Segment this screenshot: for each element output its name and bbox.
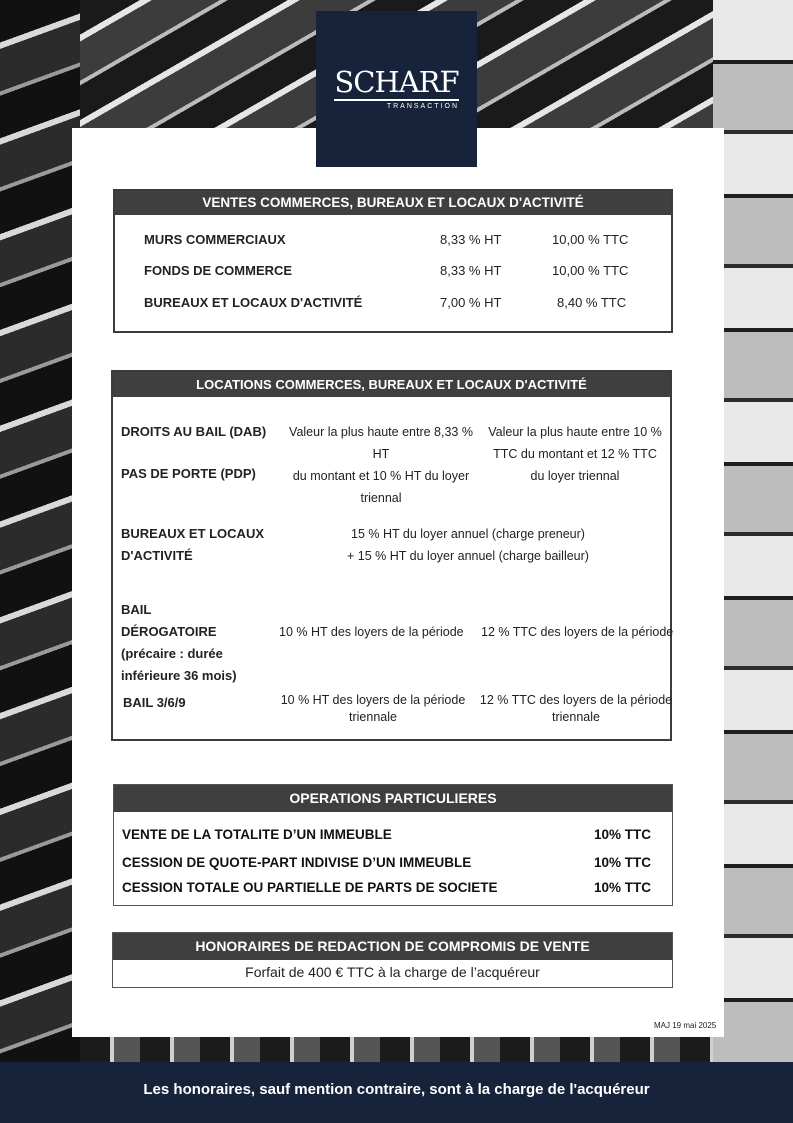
ventes-title: VENTES COMMERCES, BUREAUX ET LOCAUX D'ACTIVITÉ	[115, 191, 671, 215]
dab-ttc-line: du loyer triennal	[530, 469, 620, 483]
operations-row-value: 10% TTC	[594, 880, 652, 895]
locations-section	[111, 370, 672, 741]
derogatoire-label-line: BAIL	[121, 602, 152, 617]
bureaux-value-line: + 15 % HT du loyer annuel (charge bailleur)	[347, 549, 589, 563]
ventes-row-ttc: 8,40 % TTC	[557, 295, 627, 310]
compromis-title: HONORAIRES DE REDACTION DE COMPROMIS DE VENTE	[113, 933, 672, 960]
operations-row-value: 10% TTC	[594, 855, 652, 870]
ventes-row-label: BUREAUX ET LOCAUX D'ACTIVITÉ	[144, 295, 363, 310]
bureaux-value-line: 15 % HT du loyer annuel (charge preneur)	[351, 527, 585, 541]
bail369-ttc-line: 12 % TTC des loyers de la période	[479, 693, 673, 707]
derogatoire-label-line: DÉROGATOIRE	[121, 624, 217, 639]
bureaux-label-line: D'ACTIVITÉ	[121, 548, 193, 563]
brand-name: SCHARF	[334, 65, 459, 99]
update-note: MAJ 19 mai 2025	[654, 1021, 717, 1030]
derogatoire-label-line: inférieure 36 mois)	[121, 668, 237, 683]
operations-row-label: CESSION DE QUOTE-PART INDIVISE D’UN IMMEUBLE	[122, 855, 472, 870]
derogatoire-label-line: (précaire : durée	[121, 646, 223, 661]
brand-logo	[316, 11, 477, 167]
ventes-row-label: FONDS DE COMMERCE	[144, 263, 293, 278]
bureaux-label-line: BUREAUX ET LOCAUX	[121, 526, 265, 541]
footer-banner: Les honoraires, sauf mention contraire, sont à la charge de l'acquéreur	[0, 1062, 793, 1123]
operations-title: OPERATIONS PARTICULIERES	[114, 785, 672, 812]
dab-ht-line: triennal	[360, 491, 402, 505]
derogatoire-ht: 10 % HT des loyers de la période	[279, 625, 464, 639]
ventes-row-ht: 7,00 % HT	[440, 295, 502, 310]
bail369-ht-line: 10 % HT des loyers de la période	[280, 693, 466, 707]
ventes-row-ttc: 10,00 % TTC	[552, 263, 629, 278]
ventes-row-label: MURS COMMERCIAUX	[144, 232, 286, 247]
compromis-body: Forfait de 400 € TTC à la charge de l’acquéreur	[245, 964, 540, 980]
dab-label: DROITS AU BAIL (DAB)	[121, 424, 267, 439]
bail369-ttc	[476, 692, 676, 726]
dab-ttc-line: Valeur la plus haute entre 10 %	[488, 425, 662, 439]
dab-ht-line: du montant et 10 % HT du loyer	[292, 469, 470, 483]
operations-row-label: VENTE DE LA TOTALITE D’UN IMMEUBLE	[122, 827, 392, 842]
derogatoire-ttc: 12 % TTC des loyers de la période	[481, 625, 674, 639]
dab-ht-line: Valeur la plus haute entre 8,33 %	[289, 425, 473, 439]
bail369-ht	[273, 692, 473, 726]
operations-section	[113, 784, 673, 906]
dab-ttc-line: TTC du montant et 12 % TTC	[493, 447, 657, 461]
brand-subtitle: TRANSACTION	[386, 103, 459, 110]
building-background-left	[0, 0, 80, 1062]
locations-title: LOCATIONS COMMERCES, BUREAUX ET LOCAUX D'ACTIVITÉ	[113, 372, 670, 397]
ventes-section	[113, 189, 673, 333]
ventes-row-ht: 8,33 % HT	[440, 232, 502, 247]
operations-row-value: 10% TTC	[594, 827, 652, 842]
building-background-bottom	[80, 1037, 713, 1062]
bureaux-label	[121, 523, 264, 567]
pdp-label: PAS DE PORTE (PDP)	[121, 466, 256, 481]
dab-ht-line: HT	[372, 447, 390, 461]
bail369-ttc-line: triennale	[552, 710, 600, 724]
derogatoire-label	[121, 599, 237, 687]
bureaux-value	[303, 523, 633, 567]
ventes-row-ttc: 10,00 % TTC	[552, 232, 629, 247]
bail369-label: BAIL 3/6/9	[123, 695, 186, 710]
bail369-ht-line: triennale	[349, 710, 397, 724]
ventes-row-ht: 8,33 % HT	[440, 263, 502, 278]
dab-ht-text	[281, 421, 481, 509]
operations-row-label: CESSION TOTALE OU PARTIELLE DE PARTS DE SOCIETE	[122, 880, 498, 895]
compromis-section	[112, 932, 673, 988]
dab-ttc-text	[475, 421, 675, 487]
building-background-right	[713, 0, 793, 1062]
